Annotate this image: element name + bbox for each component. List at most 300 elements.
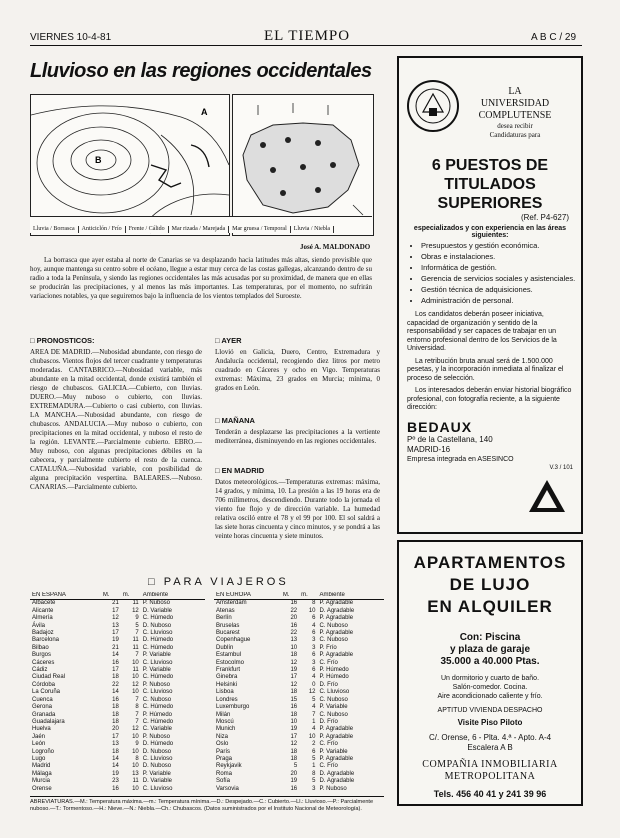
- table-cell: 11: [132, 778, 139, 785]
- table-cell: C. Lluvioso: [319, 689, 350, 696]
- table-cell: D. Agradable: [319, 607, 355, 614]
- table-cell: Londres: [216, 696, 238, 703]
- table-cell: 14: [112, 689, 119, 696]
- manana-heading: □ MAÑANA: [215, 416, 255, 425]
- table-row: [30, 697, 205, 704]
- table-row: [214, 726, 384, 733]
- table-cell: Almería: [32, 615, 53, 622]
- uni-p2: La retribución bruta anual será de 1.500.000 pesetas, y la incorporación inmediata al finalizar el proceso de selección.: [407, 357, 564, 382]
- table-cell: Logroño: [32, 748, 55, 755]
- table-cell: Praga: [216, 755, 233, 762]
- table-row: [30, 704, 205, 711]
- table-row: [30, 637, 205, 644]
- apartments-ad: [397, 540, 583, 806]
- table-cell: P. Agradable: [319, 726, 354, 733]
- apt-desc2: Salón-comedor. Cocina.: [452, 684, 528, 691]
- svg-text:A: A: [201, 107, 208, 117]
- table-cell: Amsterdam: [216, 600, 247, 607]
- table-cell: 6: [312, 667, 316, 674]
- table-cell: 18: [290, 711, 298, 718]
- table-cell: Frankfurt: [216, 667, 241, 674]
- table-cell: P. Agradable: [319, 630, 354, 637]
- table-row: [30, 652, 205, 659]
- legend-item: Mar rizada / Marejada: [169, 226, 229, 233]
- pronosticos-text: AREA DE MADRID.—Nubosidad abundante, con riesgo de chubascos. Vientos flojos del tercer cuadrante y temperaturas moderadas. CANTABRICO.—Nubosidad variable, más abundante en la mitad occidental, donde existirá también el riesgo de chubascos. GALICIA.—Cubierto, con lluvias. DUERO.—Muy nuboso o cubierto, con lluvias. EXTREMADURA.—Cubierto o casi cubierto, con lluvias. LA MANCHA.—Nubosidad abundante, con riesgo de chubascos. ANDALUCIA.—Muy nuboso o cubierto, con precipitaciones en la mitad occidental, y nuboso el resto de la región. LEVANTE.—Parcialmente cubierto. EBRO.—Muy nuboso, con algunas precipitaciones débiles en la cabecera, y parcialmente cubierto el resto de la cuenca. CATALUÑA.—Nubosidad variable, con posibilidad de alguna precipitación vespertina. BALEARES.—Nuboso. CANARIAS.—Parcialmente cubierto.: [30, 348, 202, 491]
- bedaux-code: V.3 / 101: [549, 464, 573, 471]
- table-row: [214, 734, 384, 741]
- table-cell: 20: [290, 770, 298, 777]
- table-cell: C. Nuboso: [319, 622, 348, 629]
- table-cell: 0: [312, 681, 316, 688]
- table-cell: D. Húmedo: [142, 741, 174, 748]
- table-cell: 13: [132, 770, 139, 777]
- table-cell: Milán: [216, 711, 231, 718]
- table-cell: 16: [290, 704, 298, 711]
- table-cell: Atenas: [216, 607, 235, 614]
- table-row: [214, 637, 384, 644]
- table-row: [214, 719, 384, 726]
- table-cell: 14: [112, 652, 119, 659]
- table-row: [214, 786, 384, 792]
- table-cell: 14: [112, 755, 119, 762]
- map-legend: [30, 216, 372, 233]
- table-row: [30, 756, 205, 763]
- table-cell: P. Variable: [142, 770, 171, 777]
- apt-company1: COMPAÑIA INMOBILIARIA: [422, 759, 558, 770]
- legend-item: Mar gruesa / Temporal: [229, 226, 291, 233]
- pronosticos-heading: □ PRONOSTICOS:: [30, 336, 95, 345]
- table-cell: Burgos: [32, 652, 52, 659]
- apt-title3: EN ALQUILER: [427, 597, 553, 616]
- table-cell: C. Nuboso: [142, 696, 172, 703]
- table-cell: 19: [290, 778, 298, 785]
- table-cell: 12: [132, 726, 139, 733]
- table-cell: C. Variable: [142, 726, 173, 733]
- section-title: EL TIEMPO: [264, 28, 351, 44]
- bedaux-triangle-icon: [527, 478, 567, 514]
- uni-ref: (Ref. P4-627): [520, 213, 569, 222]
- table-cell: Badajoz: [32, 630, 54, 637]
- col-header: m.: [299, 592, 317, 600]
- table-row: [30, 674, 205, 681]
- table-cell: D. Nuboso: [142, 748, 172, 755]
- table-cell: C. Húmedo: [142, 674, 174, 681]
- table-cell: 12: [112, 615, 119, 622]
- table-row: [30, 741, 205, 748]
- table-cell: 18: [290, 689, 298, 696]
- university-seal-icon: [405, 78, 461, 134]
- table-cell: Sofía: [216, 778, 231, 785]
- table-cell: Lugo: [32, 755, 46, 762]
- table-cell: 21: [112, 644, 119, 651]
- table-cell: 16: [290, 622, 298, 629]
- list-item: • Administración de personal.: [421, 296, 581, 305]
- table-row: [30, 682, 205, 689]
- table-cell: 18: [112, 748, 119, 755]
- table-cell: 19: [112, 637, 119, 644]
- table-cell: París: [216, 748, 231, 755]
- col-header: Ambiente: [141, 592, 205, 600]
- table-cell: 7: [135, 630, 139, 637]
- table-cell: C. Húmedo: [142, 615, 174, 622]
- table-cell: 22: [290, 630, 298, 637]
- apt-title1: APARTAMENTOS: [413, 553, 567, 572]
- col-header: Ambiente: [318, 592, 385, 600]
- table-cell: 6: [312, 615, 316, 622]
- page-number: A B C / 29: [531, 32, 577, 43]
- table-cell: 22: [290, 607, 298, 614]
- table-cell: 21: [112, 600, 119, 607]
- table-row: [214, 778, 384, 785]
- table-cell: 16: [290, 600, 298, 607]
- table-cell: Barcelona: [32, 637, 60, 644]
- table-cell: 20: [290, 615, 298, 622]
- table-row: [30, 608, 205, 615]
- table-row: [30, 623, 205, 630]
- list-item: • Obras e instalaciones.: [421, 252, 581, 261]
- table-row: [30, 749, 205, 756]
- apt-price: 35.000 a 40.000 Ptas.: [440, 656, 540, 667]
- table-cell: 5: [135, 622, 139, 629]
- table-row: [30, 712, 205, 719]
- table-row: [214, 682, 384, 689]
- table-cell: C. Lluvioso: [142, 630, 173, 637]
- table-cell: 12: [290, 681, 298, 688]
- table-cell: P. Nuboso: [142, 681, 171, 688]
- isobar-map: [30, 94, 230, 236]
- table-row: [214, 600, 384, 608]
- table-cell: D. Variable: [142, 607, 173, 614]
- table-cell: Bucarest: [216, 630, 240, 637]
- apt-company2: METROPOLITANA: [444, 771, 536, 782]
- table-cell: 16: [112, 785, 119, 792]
- table-cell: 12: [132, 607, 139, 614]
- manana-text: Tenderán a desplazarse las precipitaciones a la vertiente mediterránea, disminuyendo en las regiones occidentales.: [215, 428, 380, 445]
- table-cell: 11: [132, 644, 139, 651]
- table-cell: 17: [290, 674, 298, 681]
- headline: Lluvioso en las regiones occidentales: [30, 60, 372, 82]
- table-row: [214, 667, 384, 674]
- apt-type: APTITUD VIVIENDA DESPACHO: [437, 707, 543, 714]
- table-cell: C. Nuboso: [319, 637, 348, 644]
- table-cell: 6: [312, 630, 316, 637]
- madrid-heading: □ EN MADRID: [215, 466, 265, 475]
- table-cell: 17: [112, 667, 119, 674]
- uni-sub1: desea recibir: [497, 122, 533, 130]
- list-item: • Gestión técnica de adquisiciones.: [421, 285, 581, 294]
- table-row: [30, 667, 205, 674]
- table-cell: 1: [312, 718, 316, 725]
- table-cell: D. Agradable: [319, 770, 355, 777]
- table-cell: Córdoba: [32, 681, 56, 688]
- table-cell: P. Agradable: [319, 600, 354, 607]
- table-cell: 17: [112, 630, 119, 637]
- table-cell: C. Nuboso: [319, 711, 348, 718]
- table-cell: 12: [290, 659, 298, 666]
- legend-item: Lluvia / Niebla: [291, 226, 334, 233]
- table-cell: Orense: [32, 785, 52, 792]
- table-cell: D. Frío: [319, 681, 338, 688]
- table-cell: 10: [132, 763, 139, 770]
- table-cell: C. Lluvioso: [142, 755, 173, 762]
- table-cell: 14: [112, 763, 119, 770]
- table-row: [30, 734, 205, 741]
- list-item: • Gerencia de servicios sociales y asistenciales.: [421, 274, 581, 283]
- table-cell: D. Nuboso: [142, 763, 172, 770]
- table-row: [214, 741, 384, 748]
- table-cell: 8: [312, 770, 316, 777]
- table-cell: 13: [112, 741, 119, 748]
- table-cell: P. Variable: [319, 704, 348, 711]
- table-cell: Berlín: [216, 615, 232, 622]
- table-row: [214, 712, 384, 719]
- table-cell: Helsinki: [216, 681, 238, 688]
- table-cell: 6: [312, 748, 316, 755]
- table-cell: 5: [312, 696, 316, 703]
- table-row: [214, 704, 384, 711]
- table-cell: Madrid: [32, 763, 51, 770]
- table-cell: 3: [312, 637, 316, 644]
- table-cell: 23: [112, 778, 119, 785]
- uni-line3: COMPLUTENSE: [478, 110, 552, 121]
- table-cell: 16: [112, 696, 119, 703]
- apt-address1: C/. Orense, 6 - Plta. 4.ª - Apto. A-4: [428, 733, 552, 742]
- table-cell: C. Húmedo: [142, 644, 174, 651]
- table-cell: Dublín: [216, 644, 234, 651]
- table-cell: Bilbao: [32, 644, 49, 651]
- table-cell: 5: [312, 778, 316, 785]
- table-cell: 11: [132, 637, 139, 644]
- apt-phone: Tels. 456 40 41 y 241 39 96: [433, 789, 547, 799]
- table-cell: Copenhague: [216, 637, 251, 644]
- table-row: [30, 726, 205, 733]
- ayer-heading: □ AYER: [215, 336, 242, 345]
- apt-desc1: Un dormitorio y cuarto de baño.: [440, 675, 540, 682]
- table-cell: Cádiz: [32, 667, 48, 674]
- table-cell: 3: [312, 644, 316, 651]
- table-cell: Murcia: [32, 778, 51, 785]
- table-cell: 9: [135, 741, 139, 748]
- table-cell: P. Agradable: [319, 615, 354, 622]
- table-cell: 5: [312, 755, 316, 762]
- table-cell: Málaga: [32, 770, 52, 777]
- uni-title1: 6 PUESTOS DE: [431, 157, 549, 174]
- table-cell: 10: [308, 607, 316, 614]
- list-item: • Informática de gestión.: [421, 263, 581, 272]
- table-cell: 10: [132, 785, 139, 792]
- table-cell: P. Variable: [319, 748, 348, 755]
- table-cell: 10: [290, 644, 298, 651]
- table-cell: 15: [290, 696, 298, 703]
- table-cell: 9: [135, 615, 139, 622]
- ayer-title: AYER: [221, 336, 242, 345]
- table-row: [30, 689, 205, 696]
- table-cell: 5: [293, 763, 298, 770]
- table-cell: P. Agradable: [319, 755, 354, 762]
- table-cell: P. Nuboso: [319, 785, 347, 792]
- col-header: EN EUROPA: [214, 592, 281, 600]
- table-cell: 18: [112, 704, 119, 711]
- header-date: VIERNES 10-4-81: [30, 32, 112, 43]
- intro-paragraph: La borrasca que ayer estaba al norte de Canarias se va desplazando hacia latitudes más altas, siendo previsible que hoy, aunque mantenga su centro sobre el océano, llegue a estar muy cerca de las costas gallegas, alcanzando dentro de su radio a toda la Península, y siendo las regiones occidentales las más acusadas por su proximidad, de manera que en ellas se producirán las precipitaciones, y al menos las más importantes. Las temperaturas, por el momento, no sufrirán variaciones notables, ya que seguiremos bajo la influencia de los vientos templados del Suroeste.: [30, 256, 372, 300]
- table-cell: 12: [132, 681, 139, 688]
- table-row: [214, 756, 384, 763]
- table-cell: C. Nuboso: [319, 696, 348, 703]
- table-cell: Roma: [216, 770, 233, 777]
- table-cell: 13: [112, 622, 119, 629]
- table-cell: 18: [290, 748, 298, 755]
- table-cell: Cuenca: [32, 696, 53, 703]
- table-cell: Alicante: [32, 607, 54, 614]
- table-cell: Oslo: [216, 741, 229, 748]
- table-cell: 10: [290, 718, 298, 725]
- table-cell: 18: [290, 755, 298, 762]
- table-cell: 10: [308, 733, 316, 740]
- table-cell: 6: [312, 652, 316, 659]
- table-cell: C. Lluvioso: [142, 659, 173, 666]
- table-cell: 4: [312, 674, 316, 681]
- table-cell: Bruselas: [216, 622, 240, 629]
- table-cell: 7: [135, 652, 139, 659]
- table-cell: 18: [112, 711, 119, 718]
- uni-areas-list: [399, 241, 581, 305]
- table-cell: 16: [112, 659, 119, 666]
- col-header: M.: [281, 592, 299, 600]
- table-cell: C. Frío: [319, 659, 338, 666]
- abbrev-rule: [30, 796, 384, 797]
- table-cell: Granada: [32, 711, 56, 718]
- list-item: • Presupuestos y gestión económica.: [421, 241, 581, 250]
- table-cell: C. Húmedo: [142, 704, 174, 711]
- table-cell: P. Nuboso: [142, 733, 171, 740]
- table-cell: Lisboa: [216, 689, 234, 696]
- apt-feat2: y plaza de garaje: [449, 644, 531, 655]
- table-row: [214, 660, 384, 667]
- table-cell: 7: [312, 711, 316, 718]
- table-cell: 17: [112, 733, 119, 740]
- table-cell: 7: [135, 711, 139, 718]
- table-cell: P. Variable: [142, 667, 171, 674]
- uni-intro: especializados y con experiencia en las áreas siguientes:: [413, 225, 567, 239]
- table-row: [30, 600, 205, 608]
- col-header: M.: [101, 592, 121, 600]
- apt-title2: DE LUJO: [449, 575, 531, 594]
- madrid-title: EN MADRID: [221, 466, 265, 475]
- table-cell: 10: [132, 689, 139, 696]
- table-cell: 8: [135, 704, 139, 711]
- table-row: [30, 615, 205, 622]
- table-cell: Estambul: [216, 652, 242, 659]
- table-cell: P. Variable: [142, 652, 171, 659]
- table-cell: 7: [135, 696, 139, 703]
- table-row: [30, 645, 205, 652]
- table-row: [30, 763, 205, 770]
- table-cell: C. Frío: [319, 763, 338, 770]
- uni-p1: Los candidatos deberán poseer iniciativa, capacidad de organización y sentido de la responsabilidad y ser capaces de trabajar en un entorno profesional dentro de los Servicios de la Universidad.: [407, 311, 557, 352]
- table-cell: 17: [290, 733, 298, 740]
- table-cell: Moscú: [216, 718, 234, 725]
- table-cell: 18: [112, 718, 119, 725]
- table-cell: Munich: [216, 726, 236, 733]
- legend-item: Anticiclón / Frío: [79, 226, 126, 233]
- ayer-text: Llovió en Galicia, Duero, Centro, Extremadura y Andalucía occidental, recogiendo diez litros por metro cuadrado en Cáceres y ocho en Vigo. Temperaturas extremas: Máxima, 23 grados en Murcia; mínima, 0 grados en León.: [215, 348, 380, 392]
- apt-desc3: Aire acondicionado caliente y frío.: [437, 693, 543, 700]
- legend-item: Lluvia / Borrasca: [30, 226, 79, 233]
- table-cell: 3: [312, 785, 316, 792]
- table-cell: C. Lluvioso: [142, 785, 173, 792]
- europa-table-wrap: [214, 592, 384, 792]
- uni-line2: UNIVERSIDAD: [480, 98, 550, 109]
- uni-title3: SUPERIORES: [437, 195, 543, 212]
- uni-line1: LA: [508, 86, 522, 97]
- author: José A. MALDONADO: [300, 243, 371, 251]
- table-cell: 18: [290, 652, 298, 659]
- table-cell: 19: [112, 770, 119, 777]
- table-cell: 4: [312, 704, 316, 711]
- table-row: [214, 763, 384, 770]
- espana-table-wrap: [30, 592, 205, 792]
- table-row: [214, 749, 384, 756]
- table-cell: C. Frío: [319, 741, 338, 748]
- table-cell: Niza: [216, 733, 229, 740]
- table-cell: Guadalajara: [32, 718, 65, 725]
- apt-feat1: Con: Piscina: [459, 632, 521, 643]
- espana-table: [30, 592, 205, 792]
- table-cell: 20: [112, 726, 119, 733]
- manana-title: MAÑANA: [221, 416, 255, 425]
- table-cell: P. Nuboso: [142, 600, 171, 607]
- table-cell: Luxemburgo: [216, 704, 250, 711]
- table-cell: 19: [290, 667, 298, 674]
- table-cell: P. Frío: [319, 644, 337, 651]
- madrid-text: Datos meteorológicos.—Temperaturas extremas: máxima, 14 grados, y mínima, 10. La presión a las 19 horas era de 706 milímetros, descendiendo. Durante todo la jornada el viento fue flojo y de dirección variable. La humedad relativa osciló entre el 78 y el 99 por 100. El sol saldrá a las siete horas cincuenta y cinco minutos, y se pondrá a las veinte horas cincuenta y siete minutos.: [215, 478, 380, 540]
- table-cell: P. Agradable: [319, 733, 354, 740]
- table-row: [30, 778, 205, 785]
- table-row: [214, 771, 384, 778]
- bedaux-addr2: MADRID-16: [407, 444, 451, 454]
- table-cell: D. Agradable: [319, 778, 355, 785]
- table-row: [214, 697, 384, 704]
- table-cell: 16: [290, 785, 298, 792]
- viajeros-title: PARA VIAJEROS: [163, 576, 289, 588]
- university-ad: [397, 56, 583, 534]
- table-row: [214, 615, 384, 622]
- table-cell: León: [32, 741, 46, 748]
- table-cell: Reykjavik: [216, 763, 242, 770]
- table-cell: Cáceres: [32, 659, 55, 666]
- table-row: [30, 771, 205, 778]
- table-cell: La Coruña: [32, 689, 61, 696]
- forecast-map: [232, 94, 374, 236]
- table-cell: P. Húmedo: [142, 711, 173, 718]
- table-row: [214, 645, 384, 652]
- table-cell: 18: [112, 674, 119, 681]
- table-cell: Gerona: [32, 704, 53, 711]
- bedaux-addr1: Pº de la Castellana, 140: [407, 434, 493, 444]
- uni-p3: Los interesados deberán enviar historial biográfico profesional, con fotografía reciente, a la siguiente dirección:: [407, 387, 572, 411]
- table-cell: Ciudad Real: [32, 674, 66, 681]
- table-row: [214, 630, 384, 637]
- apt-visit: Visite Piso Piloto: [457, 718, 523, 727]
- table-row: [30, 630, 205, 637]
- table-cell: 12: [290, 741, 298, 748]
- svg-text:B: B: [95, 155, 102, 165]
- abbreviations: ABREVIATURAS.—M.: Temperatura máxima.—m.: Temperatura mínima.—D.: Despejado.—C.: Cubierto.—Ll.: Lluvioso.—P.: Parcialmente nuboso.—T.: Tormentoso.—H.: Nieve.—N.: Niebla.—Ch.: Chubascos. (Datos suministrados por el Instituto Nacional de Meteorología).: [30, 799, 374, 812]
- header-rule: [30, 45, 582, 46]
- table-row: [214, 623, 384, 630]
- table-cell: 10: [132, 674, 139, 681]
- bedaux-addr3: Empresa integrada en ASESINCO: [407, 455, 514, 463]
